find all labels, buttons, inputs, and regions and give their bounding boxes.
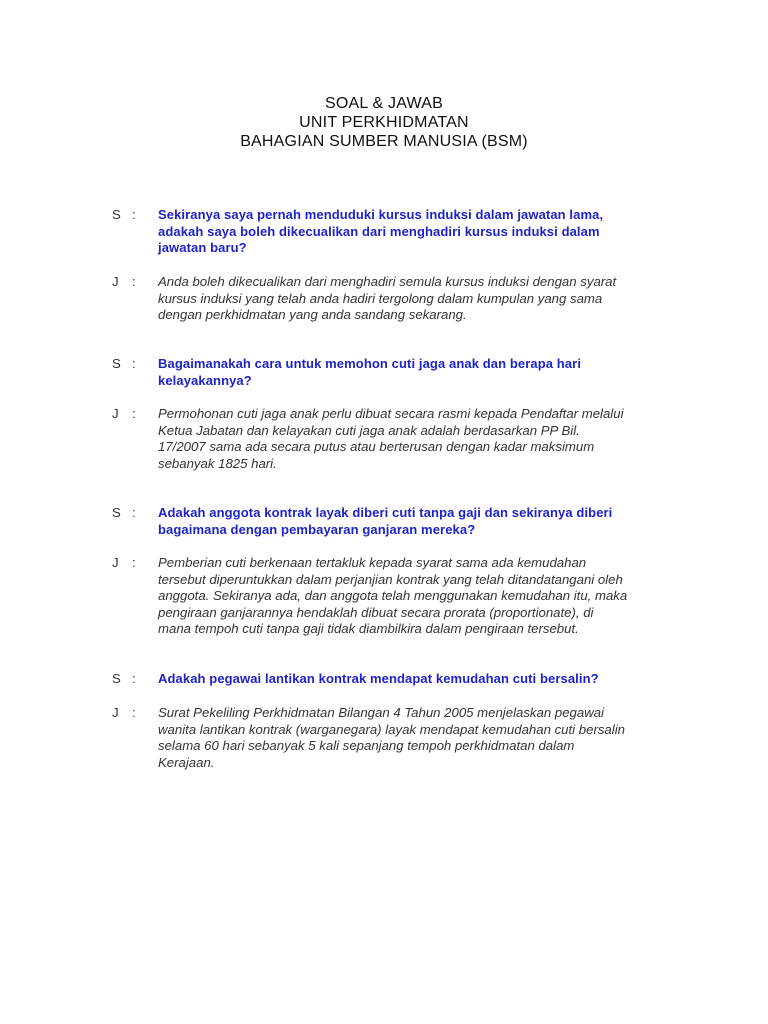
answer-4 <box>0 705 768 772</box>
separator: : <box>132 505 136 520</box>
answer-text: Pemberian cuti berkenaan tertakluk kepada syarat sama ada kemudahan tersebut diperuntukkan dalam perjanjian kontrak yang telah ditandatangani oleh anggota. Sekiranya ada, dan anggota telah menggunakan kemudahan itu, maka pengiraan ganjarannya hendaklah dibuat secara prorata (proportionate), di mana tempoh cuti tanpa gaji tidak diambilkira dalam pengiraan tersebut. <box>158 555 628 637</box>
answer-1 <box>0 274 768 324</box>
answer-marker: J <box>112 406 119 421</box>
title-line-3: BAHAGIAN SUMBER MANUSIA (BSM) <box>240 133 528 150</box>
question-marker: S <box>112 356 121 371</box>
answer-marker: J <box>112 705 119 720</box>
answer-text: Anda boleh dikecualikan dari menghadiri semula kursus induksi dengan syarat kursus induksi yang telah anda hadiri tergolong dalam kumpulan yang sama dengan perkhidmatan yang anda sandang sekarang. <box>158 274 617 323</box>
question-text: Bagaimanakah cara untuk memohon cuti jaga anak dan berapa hari kelayakannya? <box>158 356 582 388</box>
question-text: Adakah anggota kontrak layak diberi cuti tanpa gaji dan sekiranya diberi bagaimana dengan pembayaran ganjaran mereka? <box>158 505 613 537</box>
separator: : <box>132 356 136 371</box>
answer-text: Surat Pekeliling Perkhidmatan Bilangan 4 Tahun 2005 menjelaskan pegawai wanita lantikan kontrak (warganegara) layak mendapat kemudahan cuti bersalin selama 60 hari sebanyak 5 kali sepanjang tempoh perkhidmatan dalam Kerajaan. <box>158 705 625 770</box>
answer-text: Permohonan cuti jaga anak perlu dibuat secara rasmi kepada Pendaftar melalui Ketua Jabatan dan kelayakan cuti jaga anak adalah berdasarkan PP Bil. 17/2007 sama ada secara putus atau berterusan dengan kadar maksimum sebanyak 1825 hari. <box>158 406 624 471</box>
question-text: Adakah pegawai lantikan kontrak mendapat kemudahan cuti bersalin? <box>158 671 599 686</box>
title-line-1: SOAL & JAWAB <box>325 95 443 112</box>
separator: : <box>132 274 136 289</box>
question-3 <box>0 505 768 539</box>
question-text: Sekiranya saya pernah menduduki kursus induksi dalam jawatan lama, adakah saya boleh dikecualikan dari menghadiri kursus induksi dalam jawatan baru? <box>158 207 604 256</box>
separator: : <box>132 406 136 421</box>
question-4 <box>0 671 768 688</box>
separator: : <box>132 555 136 570</box>
document-title <box>0 94 768 151</box>
title-line-2: UNIT PERKHIDMATAN <box>299 114 469 131</box>
separator: : <box>132 705 136 720</box>
question-marker: S <box>112 207 121 222</box>
question-marker: S <box>112 505 121 520</box>
answer-marker: J <box>112 274 119 289</box>
answer-marker: J <box>112 555 119 570</box>
question-2 <box>0 356 768 390</box>
answer-3 <box>0 555 768 639</box>
separator: : <box>132 207 136 222</box>
question-marker: S <box>112 671 121 686</box>
answer-2 <box>0 406 768 473</box>
separator: : <box>132 671 136 686</box>
question-1 <box>0 207 768 257</box>
